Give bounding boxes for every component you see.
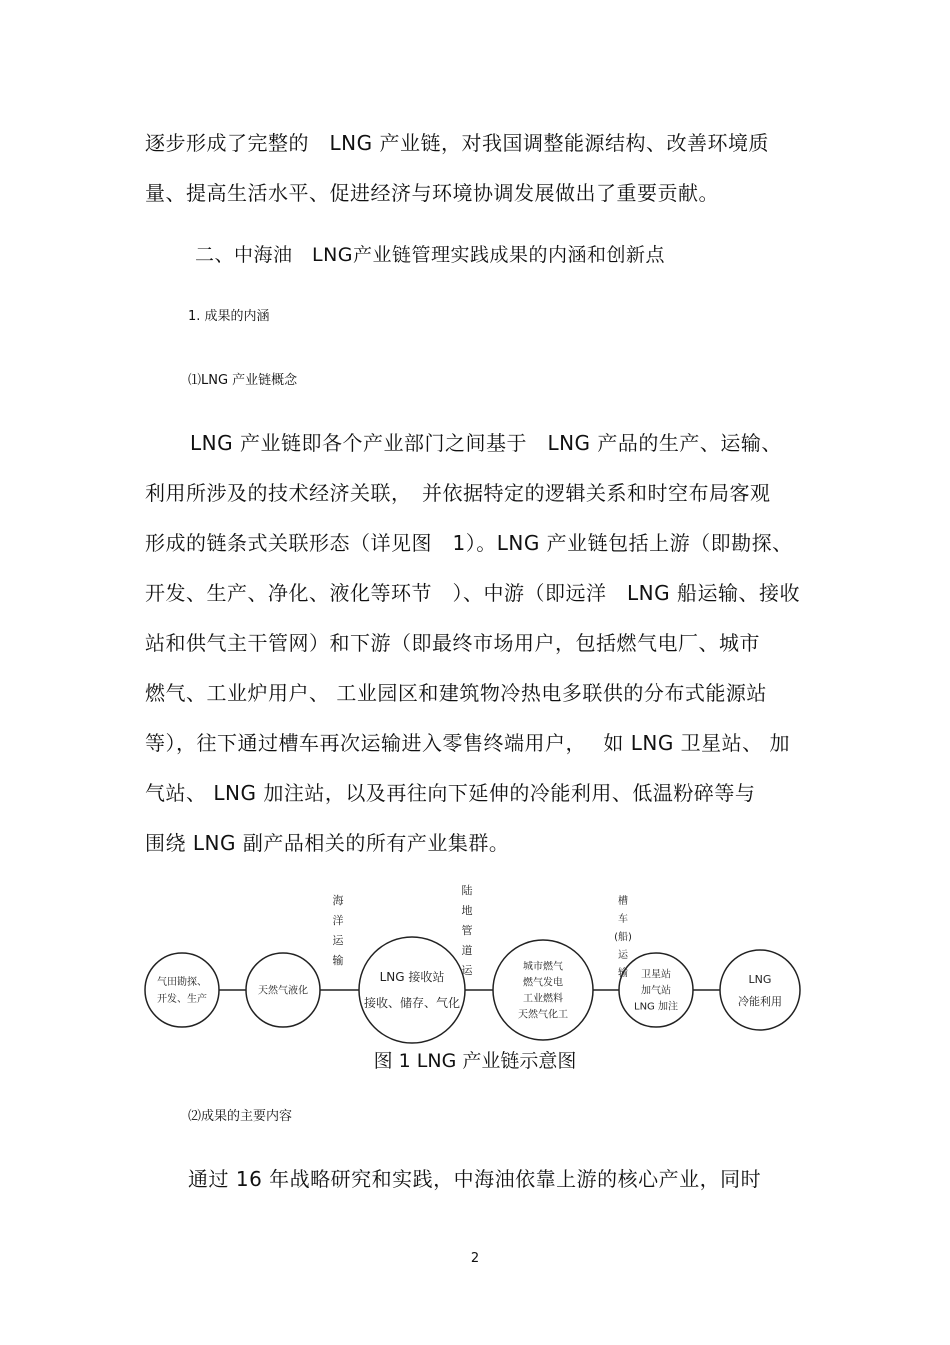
chain-link-char: (船) [614,932,632,943]
chain-node-circle [359,937,465,1043]
chain-node-label: 加气站 [641,985,671,997]
chain-link-char: 运 [618,950,628,961]
chain-node [359,937,465,1043]
text-line: 气站、 LNG 加注站，以及再往向下延伸的冷能利用、低温粉碎等与 [145,781,756,805]
chain-link-char: 道 [461,944,473,957]
chain-node [619,953,693,1027]
text-line: 等），往下通过槽车再次运输进入零售终端用户， 如 LNG 卫星站、 加 [145,731,791,755]
text-line: 站和供气主干管网）和下游（即最终市场用户，包括燃气电厂、城市 [145,631,760,655]
subheading-2: ⑵成果的主要内容 [188,1109,293,1124]
chain-node [493,940,593,1040]
text-line: 利用所涉及的技术经济关联， 并依据特定的逻辑关系和时空布局客观 [145,481,771,505]
subheading-1: 1. 成果的内涵 [188,309,270,324]
chain-link-char: 车 [618,914,628,925]
chain-link-label [333,893,345,967]
chain-node [145,953,219,1027]
text-line: 形成的链条式关联形态（详见图 1）。LNG 产业链包括上游（即勘探、 [145,531,793,555]
chain-link-char: 洋 [332,914,344,927]
page-number: 2 [470,1251,480,1266]
chain-link-char: 输 [332,954,344,967]
paragraph-bottom: 通过 16 年战略研究和实践，中海油依靠上游的核心产业，同时 [188,1167,762,1191]
chain-node-circle [493,940,593,1040]
chain-node-label: 接收、储存、气化 [363,996,461,1011]
chain-node-label: 冷能利用 [738,994,782,1008]
chain-link-char: 地 [461,904,473,917]
figure-caption: 图 1 LNG 产业链示意图 [373,1050,577,1072]
lng-industry-chain-diagram [140,880,810,1045]
text-line: 燃气、工业炉用户、 工业园区和建筑物冷热电多联供的分布式能源站 [145,681,767,705]
chain-link-char: 运 [461,964,473,977]
chain-node-label: 工业燃料 [523,993,563,1005]
chain-node-label: LNG 加注 [634,1001,678,1013]
chain-node-label: 开发、生产 [157,994,207,1005]
text-line: 逐步形成了完整的 LNG 产业链，对我国调整能源结构、改善环境质 [145,131,769,155]
section-heading: 二、中海油 LNG产业链管理实践成果的内涵和创新点 [195,244,666,266]
chain-node-label: 气田勘探、 [157,977,207,988]
chain-node-label: LNG 接收站 [379,970,445,985]
chain-node-label: 卫星站 [641,969,671,981]
chain-link-label [462,883,474,977]
chain-node [720,950,800,1030]
chain-link-char: 槽 [618,896,628,907]
chain-link-char: 海 [332,894,344,907]
text-line: 围绕 LNG 副产品相关的所有产业集群。 [145,831,510,855]
chain-node-label: 城市燃气 [523,961,563,973]
subheading-1-1: ⑴LNG 产业链概念 [188,373,298,388]
text-line: LNG 产业链即各个产业部门之间基于 LNG 产品的生产、运输、 [190,431,782,455]
chain-link-char: 陆 [461,884,473,897]
chain-link-char: 运 [332,934,344,947]
chain-node-circle [145,953,219,1027]
chain-node-circle [720,950,800,1030]
chain-link-char: 管 [461,924,473,937]
chain-node-label: 天然气液化 [258,985,308,997]
chain-node-label: LNG [748,972,772,986]
text-line: 开发、生产、净化、液化等环节 ）、中游（即远洋 LNG 船运输、接收 [145,581,800,605]
chain-node-label: 燃气发电 [523,977,563,989]
chain-node [246,953,320,1027]
text-line: 量、提高生活水平、促进经济与环境协调发展做出了重要贡献。 [145,181,719,205]
chain-link-char: 输 [618,968,628,979]
chain-node-label: 天然气化工 [518,1009,568,1021]
